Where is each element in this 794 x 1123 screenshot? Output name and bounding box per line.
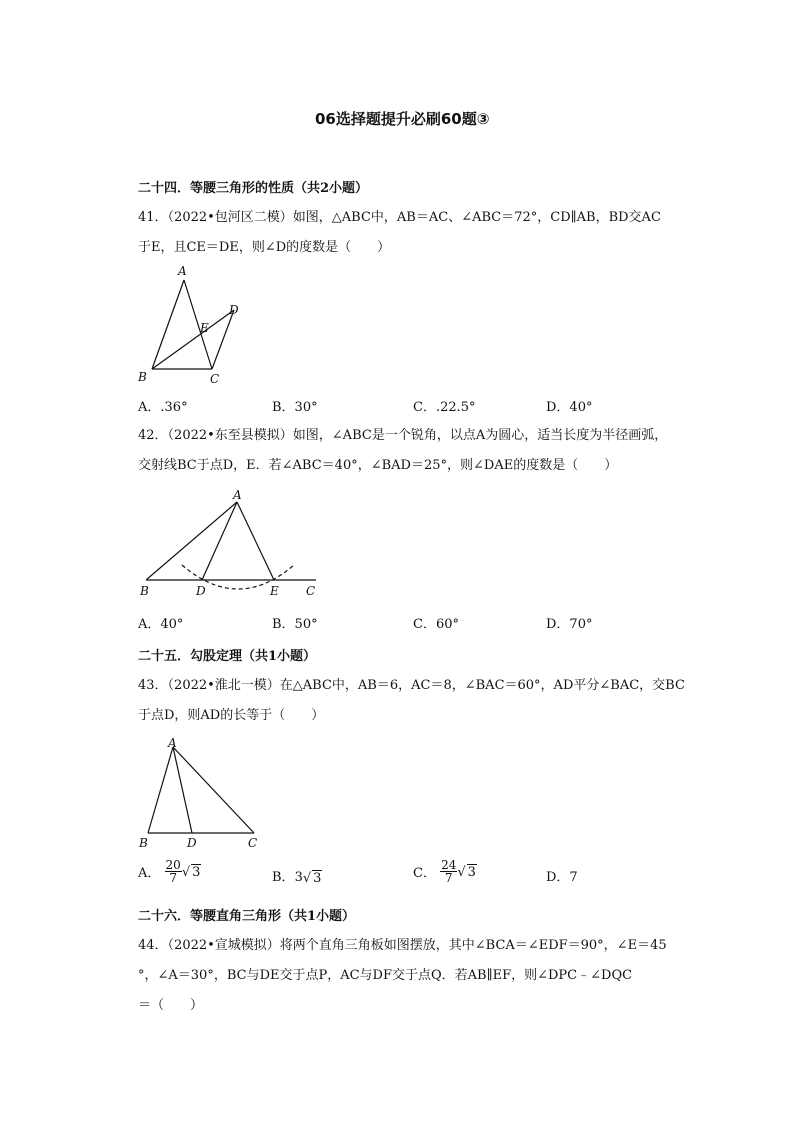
- option-a: A．.36°: [138, 400, 188, 415]
- page-title: 06选择题提升必刷60题③: [315, 110, 490, 128]
- question-41-line1: 41．（2022•包河区二模）如图，△ABC中，AB＝AC、∠ABC＝72°，CD∥AB，BD交AC: [138, 210, 661, 225]
- label-a: A: [233, 488, 242, 502]
- square-root: √ 3: [302, 870, 322, 886]
- square-root: √ 3: [457, 864, 476, 880]
- question-41-line2: 于E，且CE＝DE，则∠D的度数是（ ）: [138, 240, 391, 255]
- segment-ae: [237, 502, 274, 580]
- square-root: √ 3: [181, 864, 201, 880]
- segment-ab: [148, 747, 173, 833]
- label-d: D: [187, 836, 197, 850]
- section-title: 二十六．等腰直角三角形（共1小题）: [138, 909, 356, 924]
- label-e: E: [200, 321, 209, 335]
- option-d: D．40°: [546, 400, 593, 415]
- option-d: D．70°: [546, 617, 593, 632]
- option-d: D．7: [546, 870, 578, 885]
- segment-ab: [152, 280, 184, 369]
- question-43-line1: 43．（2022•淮北一模）在△ABC中，AB＝6，AC＝8，∠BAC＝60°，AD平分∠BAC，交BC: [138, 678, 685, 693]
- option-b: B．30°: [272, 400, 318, 415]
- label-d: D: [196, 584, 206, 598]
- label-a: A: [168, 736, 177, 750]
- label-c: C: [306, 584, 316, 598]
- option-a: A． $\frac{20}{7}$ √ 3: [138, 858, 201, 885]
- label-e: E: [270, 584, 279, 598]
- label-c: C: [248, 836, 258, 850]
- segment-ad: [202, 502, 237, 580]
- segment-ab: [146, 502, 237, 580]
- question-42-figure: [130, 485, 330, 601]
- fraction: $\frac{20}{7}$: [165, 858, 181, 885]
- fraction: $\frac{24}{7}$: [441, 858, 457, 885]
- label-c: C: [210, 372, 220, 386]
- question-41-figure: [130, 260, 260, 390]
- question-44-line1: 44．（2022•宣城模拟）将两个直角三角板如图摆放，其中∠BCA＝∠EDF＝90°，∠E＝45: [138, 938, 667, 953]
- option-b: B．3√ 3: [272, 870, 322, 886]
- segment-bd: [152, 310, 234, 369]
- question-43-line2: 于点D，则AD的长等于（ ）: [138, 708, 325, 723]
- question-44-line2: °，∠A＝30°，BC与DE交于点P，AC与DF交于点Q．若AB∥EF，则∠DPC﹣∠DQC: [138, 968, 633, 983]
- question-43-figure: [130, 733, 270, 851]
- segment-ad: [173, 747, 192, 833]
- section-title: 二十五．勾股定理（共1小题）: [138, 649, 317, 664]
- question-42-line2: 交射线BC于点D，E．若∠ABC＝40°，∠BAD＝25°，则∠DAE的度数是（ ）: [138, 458, 618, 473]
- option-a: A．40°: [138, 617, 184, 632]
- option-c: C．60°: [413, 617, 459, 632]
- label-b: B: [139, 836, 148, 850]
- option-c: C． $\frac{24}{7}$ √ 3: [413, 858, 476, 885]
- segment-cd: [212, 310, 234, 369]
- label-b: B: [140, 584, 149, 598]
- question-44-line3: ＝（ ）: [138, 998, 204, 1013]
- label-b: B: [138, 370, 147, 384]
- label-d: D: [229, 303, 239, 317]
- option-c: C．.22.5°: [413, 400, 476, 415]
- segment-ac: [173, 747, 254, 833]
- question-42-line1: 42．（2022•东至县模拟）如图，∠ABC是一个锐角，以点A为圆心，适当长度为半径画弧，: [138, 428, 668, 443]
- section-title: 二十四．等腰三角形的性质（共2小题）: [138, 181, 369, 196]
- option-b: B．50°: [272, 617, 318, 632]
- label-a: A: [178, 264, 187, 278]
